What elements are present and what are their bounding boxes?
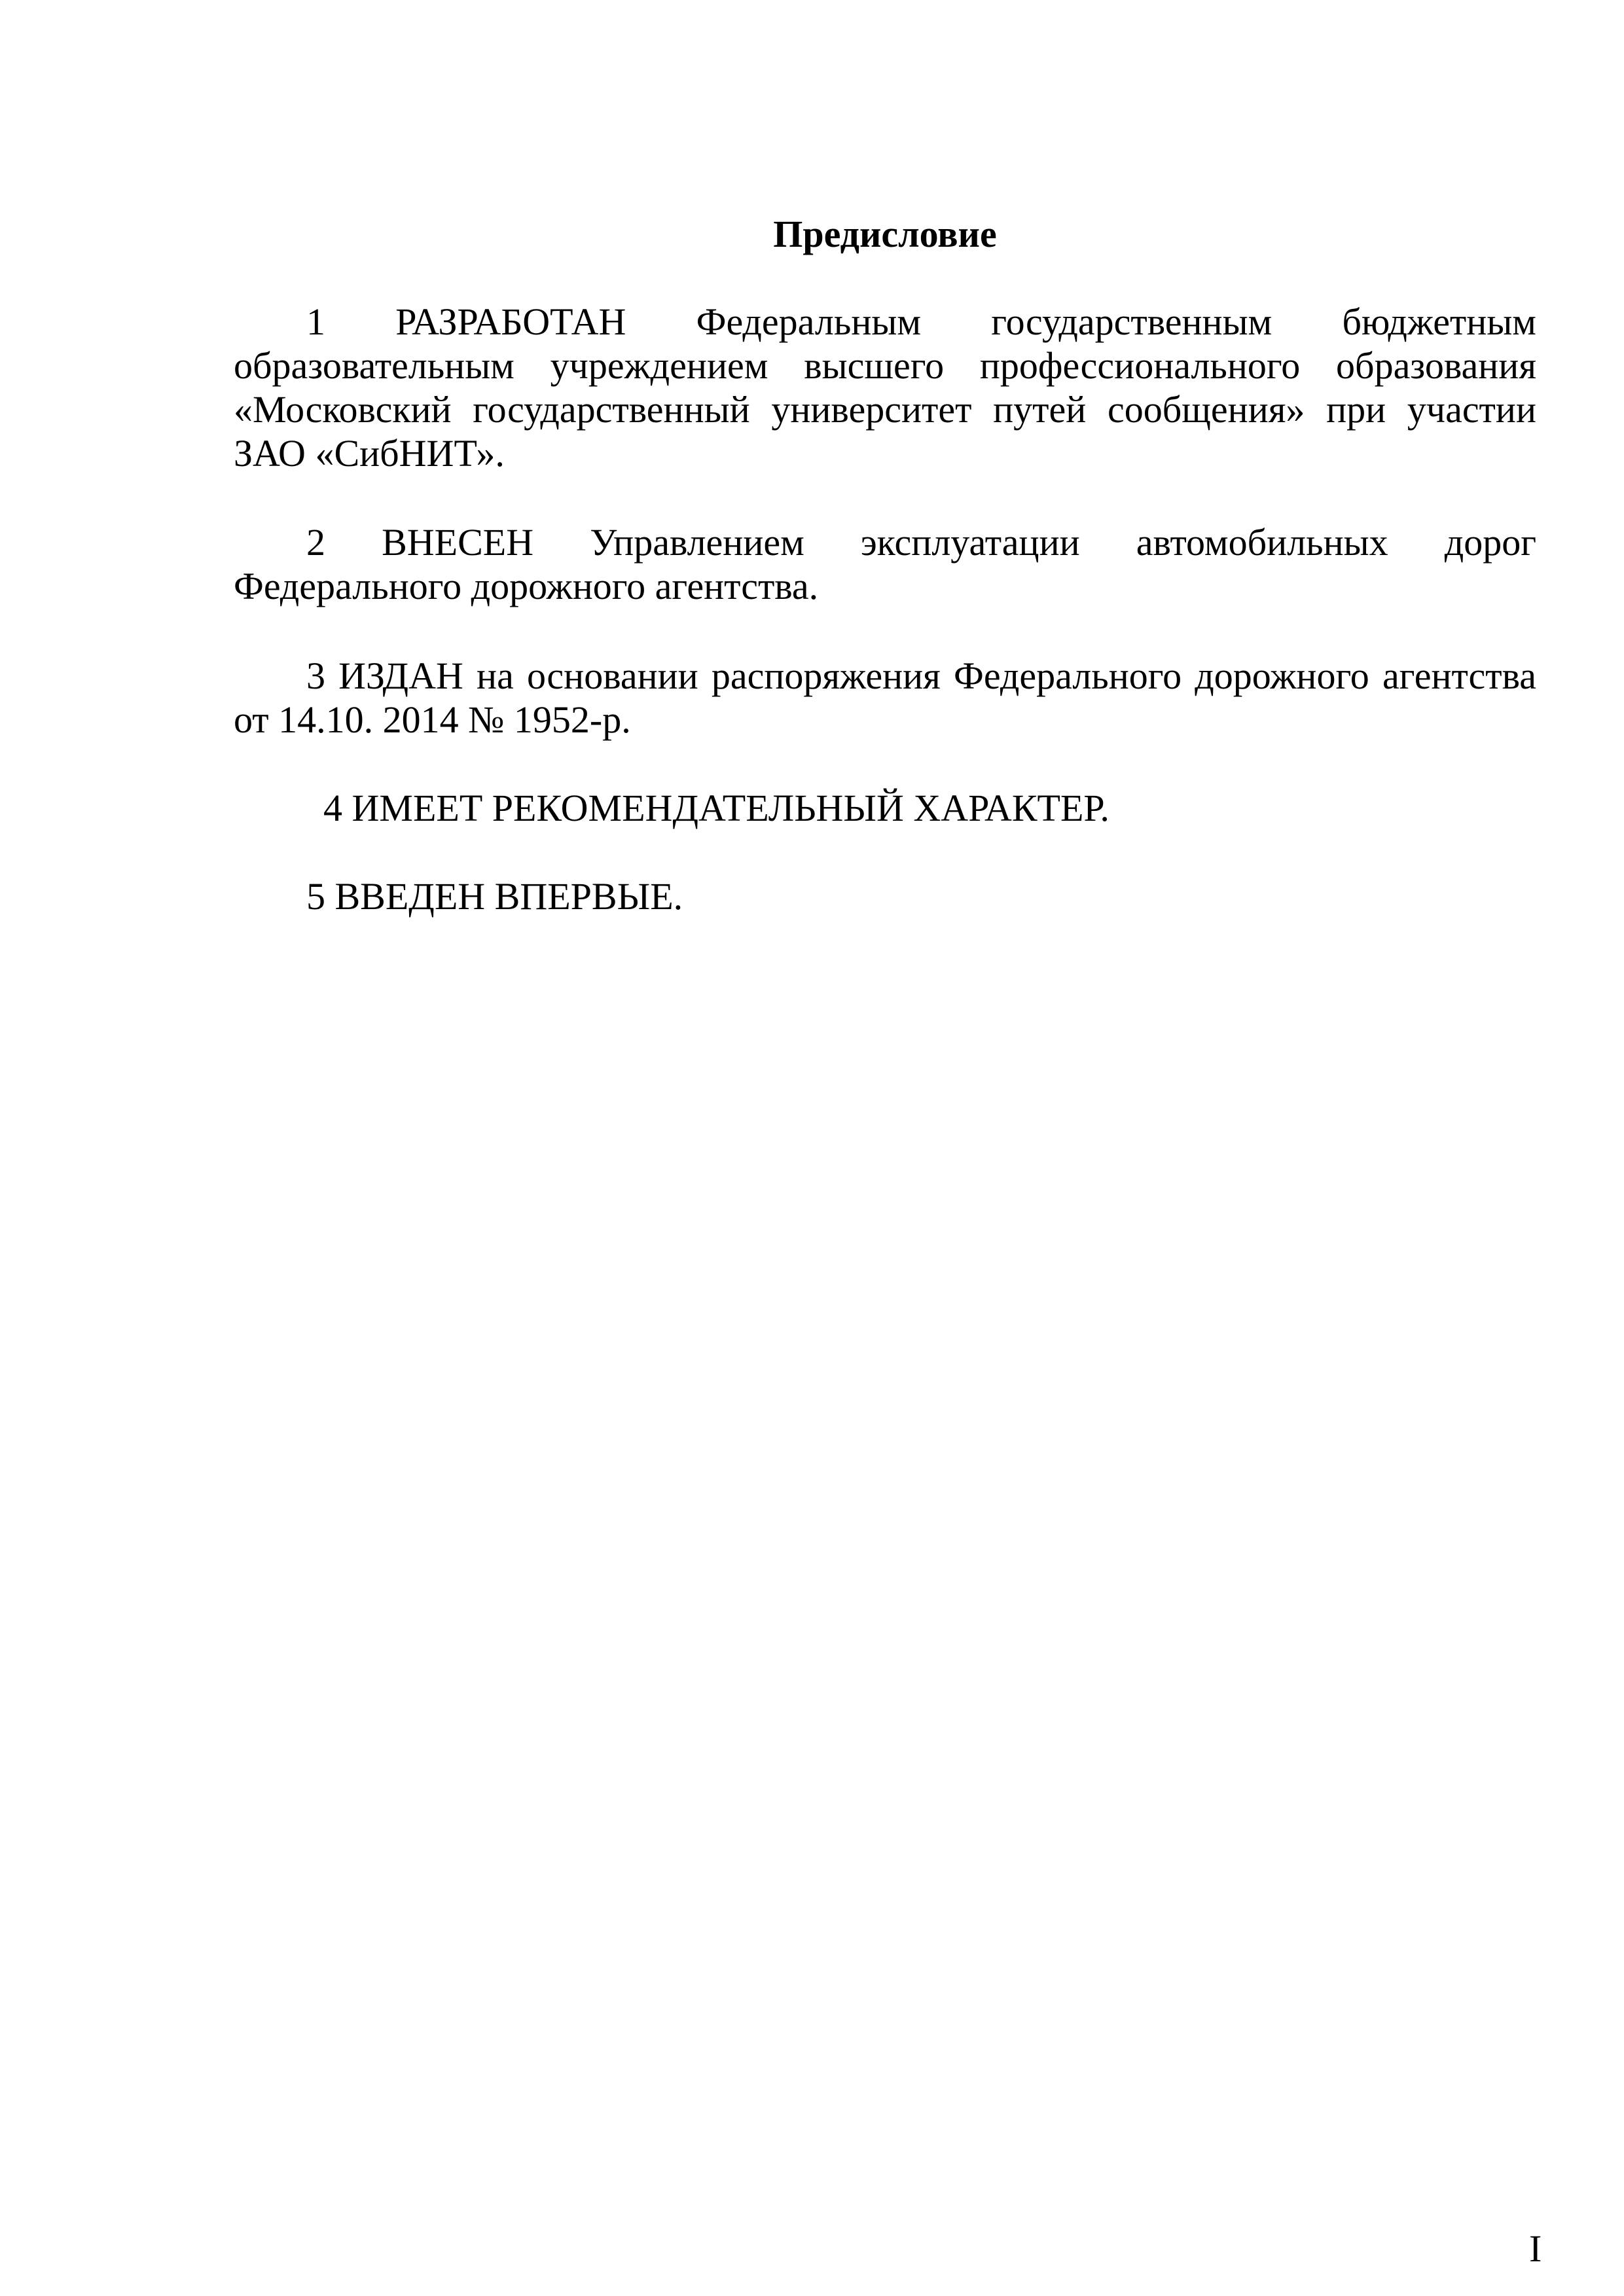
paragraph-introduced: 2 ВНЕСЕН Управлением эксплуатации автомобильных дорог Федерального дорожного агентства. — [234, 521, 1536, 607]
paragraph-issued: 3 ИЗДАН на основании распоряжения Федерального дорожного агентства от 14.10. 2014 № 1952-р. — [234, 655, 1536, 741]
page-title: Предисловие — [773, 213, 997, 255]
paragraph-recommendatory: 4 ИМЕЕТ РЕКОМЕНДАТЕЛЬНЫЙ ХАРАКТЕР. — [323, 787, 1110, 829]
paragraph-first-introduced: 5 ВВЕДЕН ВПЕРВЫЕ. — [306, 875, 683, 918]
paragraph-developed: 1 РАЗРАБОТАН Федеральным государственным бюджетным образовательным учреждением высшего профессионального образования «Московский государственный университет путей сообщения» при участии ЗАО «СибНИТ». — [234, 300, 1536, 475]
page-number: I — [1529, 2227, 1542, 2270]
